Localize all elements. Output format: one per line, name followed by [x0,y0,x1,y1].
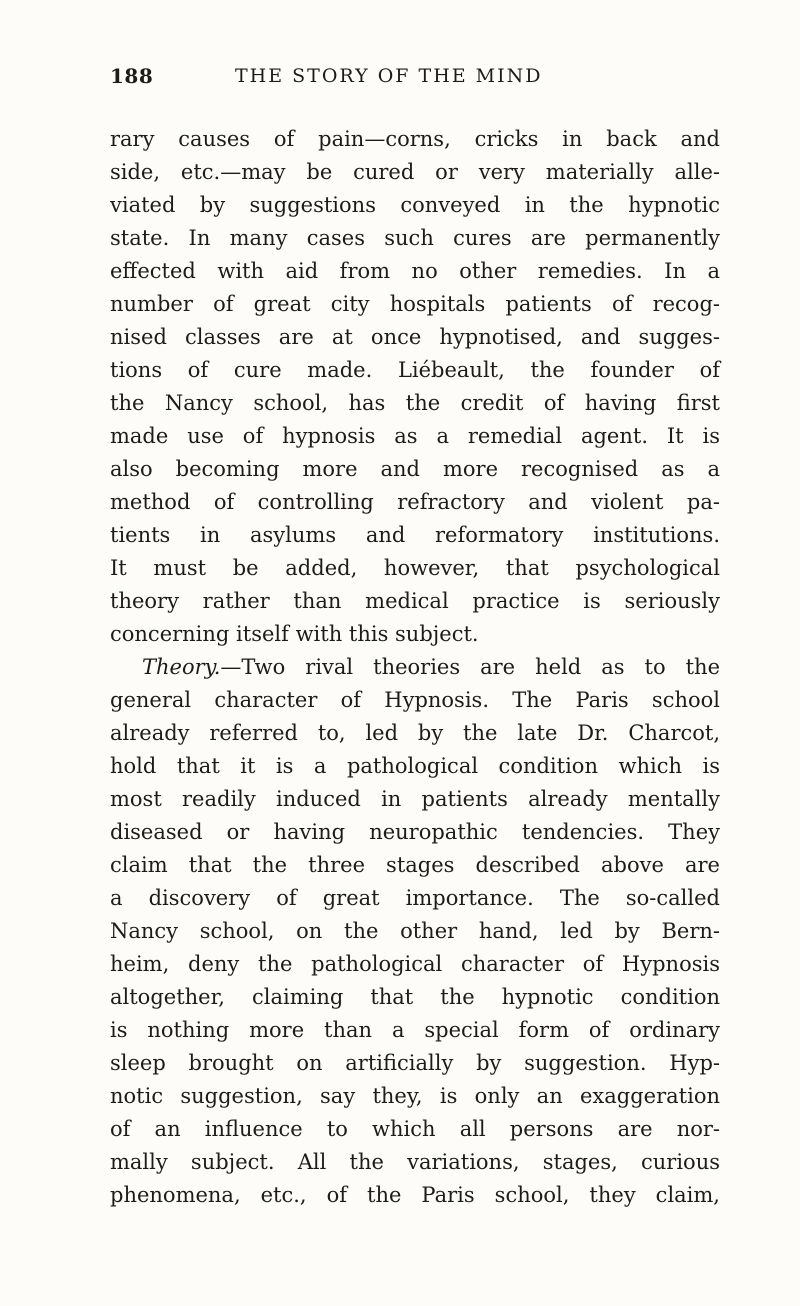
text-line: side, etc.—may be cured or very materially alle- [110,160,720,184]
text-line: method of controlling refractory and violent pa- [110,490,720,514]
page-number: 188 [110,64,154,88]
text-line: state. In many cases such cures are permanently [110,226,720,250]
text-line-paragraph-end: concerning itself with this subject. [110,622,479,646]
text-line: made use of hypnosis as a remedial agent. It is [110,424,720,448]
text-line: nised classes are at once hypnotised, and sugges- [110,325,720,349]
body-text [110,123,720,1212]
running-head: THE STORY OF THE MIND [235,65,543,87]
text-line: already referred to, led by the late Dr. Charcot, [110,721,720,745]
text-line: notic suggestion, say they, is only an exaggeration [110,1084,720,1108]
text-line: general character of Hypnosis. The Paris school [110,688,720,712]
text-line: mally subject. All the variations, stages, curious [110,1150,720,1174]
text-line: altogether, claiming that the hypnotic condition [110,985,720,1009]
text-line: of an influence to which all persons are nor- [110,1117,720,1141]
text-line: also becoming more and more recognised as a [110,457,720,481]
text-line: diseased or having neuropathic tendencies. They [110,820,720,844]
text-line: most readily induced in patients already mentally [110,787,720,811]
text-line: hold that it is a pathological condition which is [110,754,720,778]
theory-first-line-text: —Two rival theories are held as to the [220,655,720,679]
text-line: heim, deny the pathological character of Hypnosis [110,952,720,976]
text-line: number of great city hospitals patients of recog- [110,292,720,316]
text-line: It must be added, however, that psychological [110,556,720,580]
text-line: tients in asylums and reformatory institutions. [110,523,720,547]
page-header [110,62,720,90]
text-line: viated by suggestions conveyed in the hypnotic [110,193,720,217]
theory-heading: Theory. [142,655,221,679]
text-line: a discovery of great importance. The so-called [110,886,720,910]
text-line: tions of cure made. Liébeault, the founder of [110,358,720,382]
text-line: theory rather than medical practice is seriously [110,589,720,613]
text-line: phenomena, etc., of the Paris school, they claim, [110,1183,720,1207]
text-line: rary causes of pain—corns, cricks in back and [110,127,720,151]
theory-paragraph-first-line [110,651,720,684]
text-line: sleep brought on artificially by suggestion. Hyp- [110,1051,720,1075]
text-line: the Nancy school, has the credit of having first [110,391,720,415]
text-line: Nancy school, on the other hand, led by Bern- [110,919,720,943]
text-line: claim that the three stages described above are [110,853,720,877]
text-line: effected with aid from no other remedies. In a [110,259,720,283]
text-line: is nothing more than a special form of ordinary [110,1018,720,1042]
